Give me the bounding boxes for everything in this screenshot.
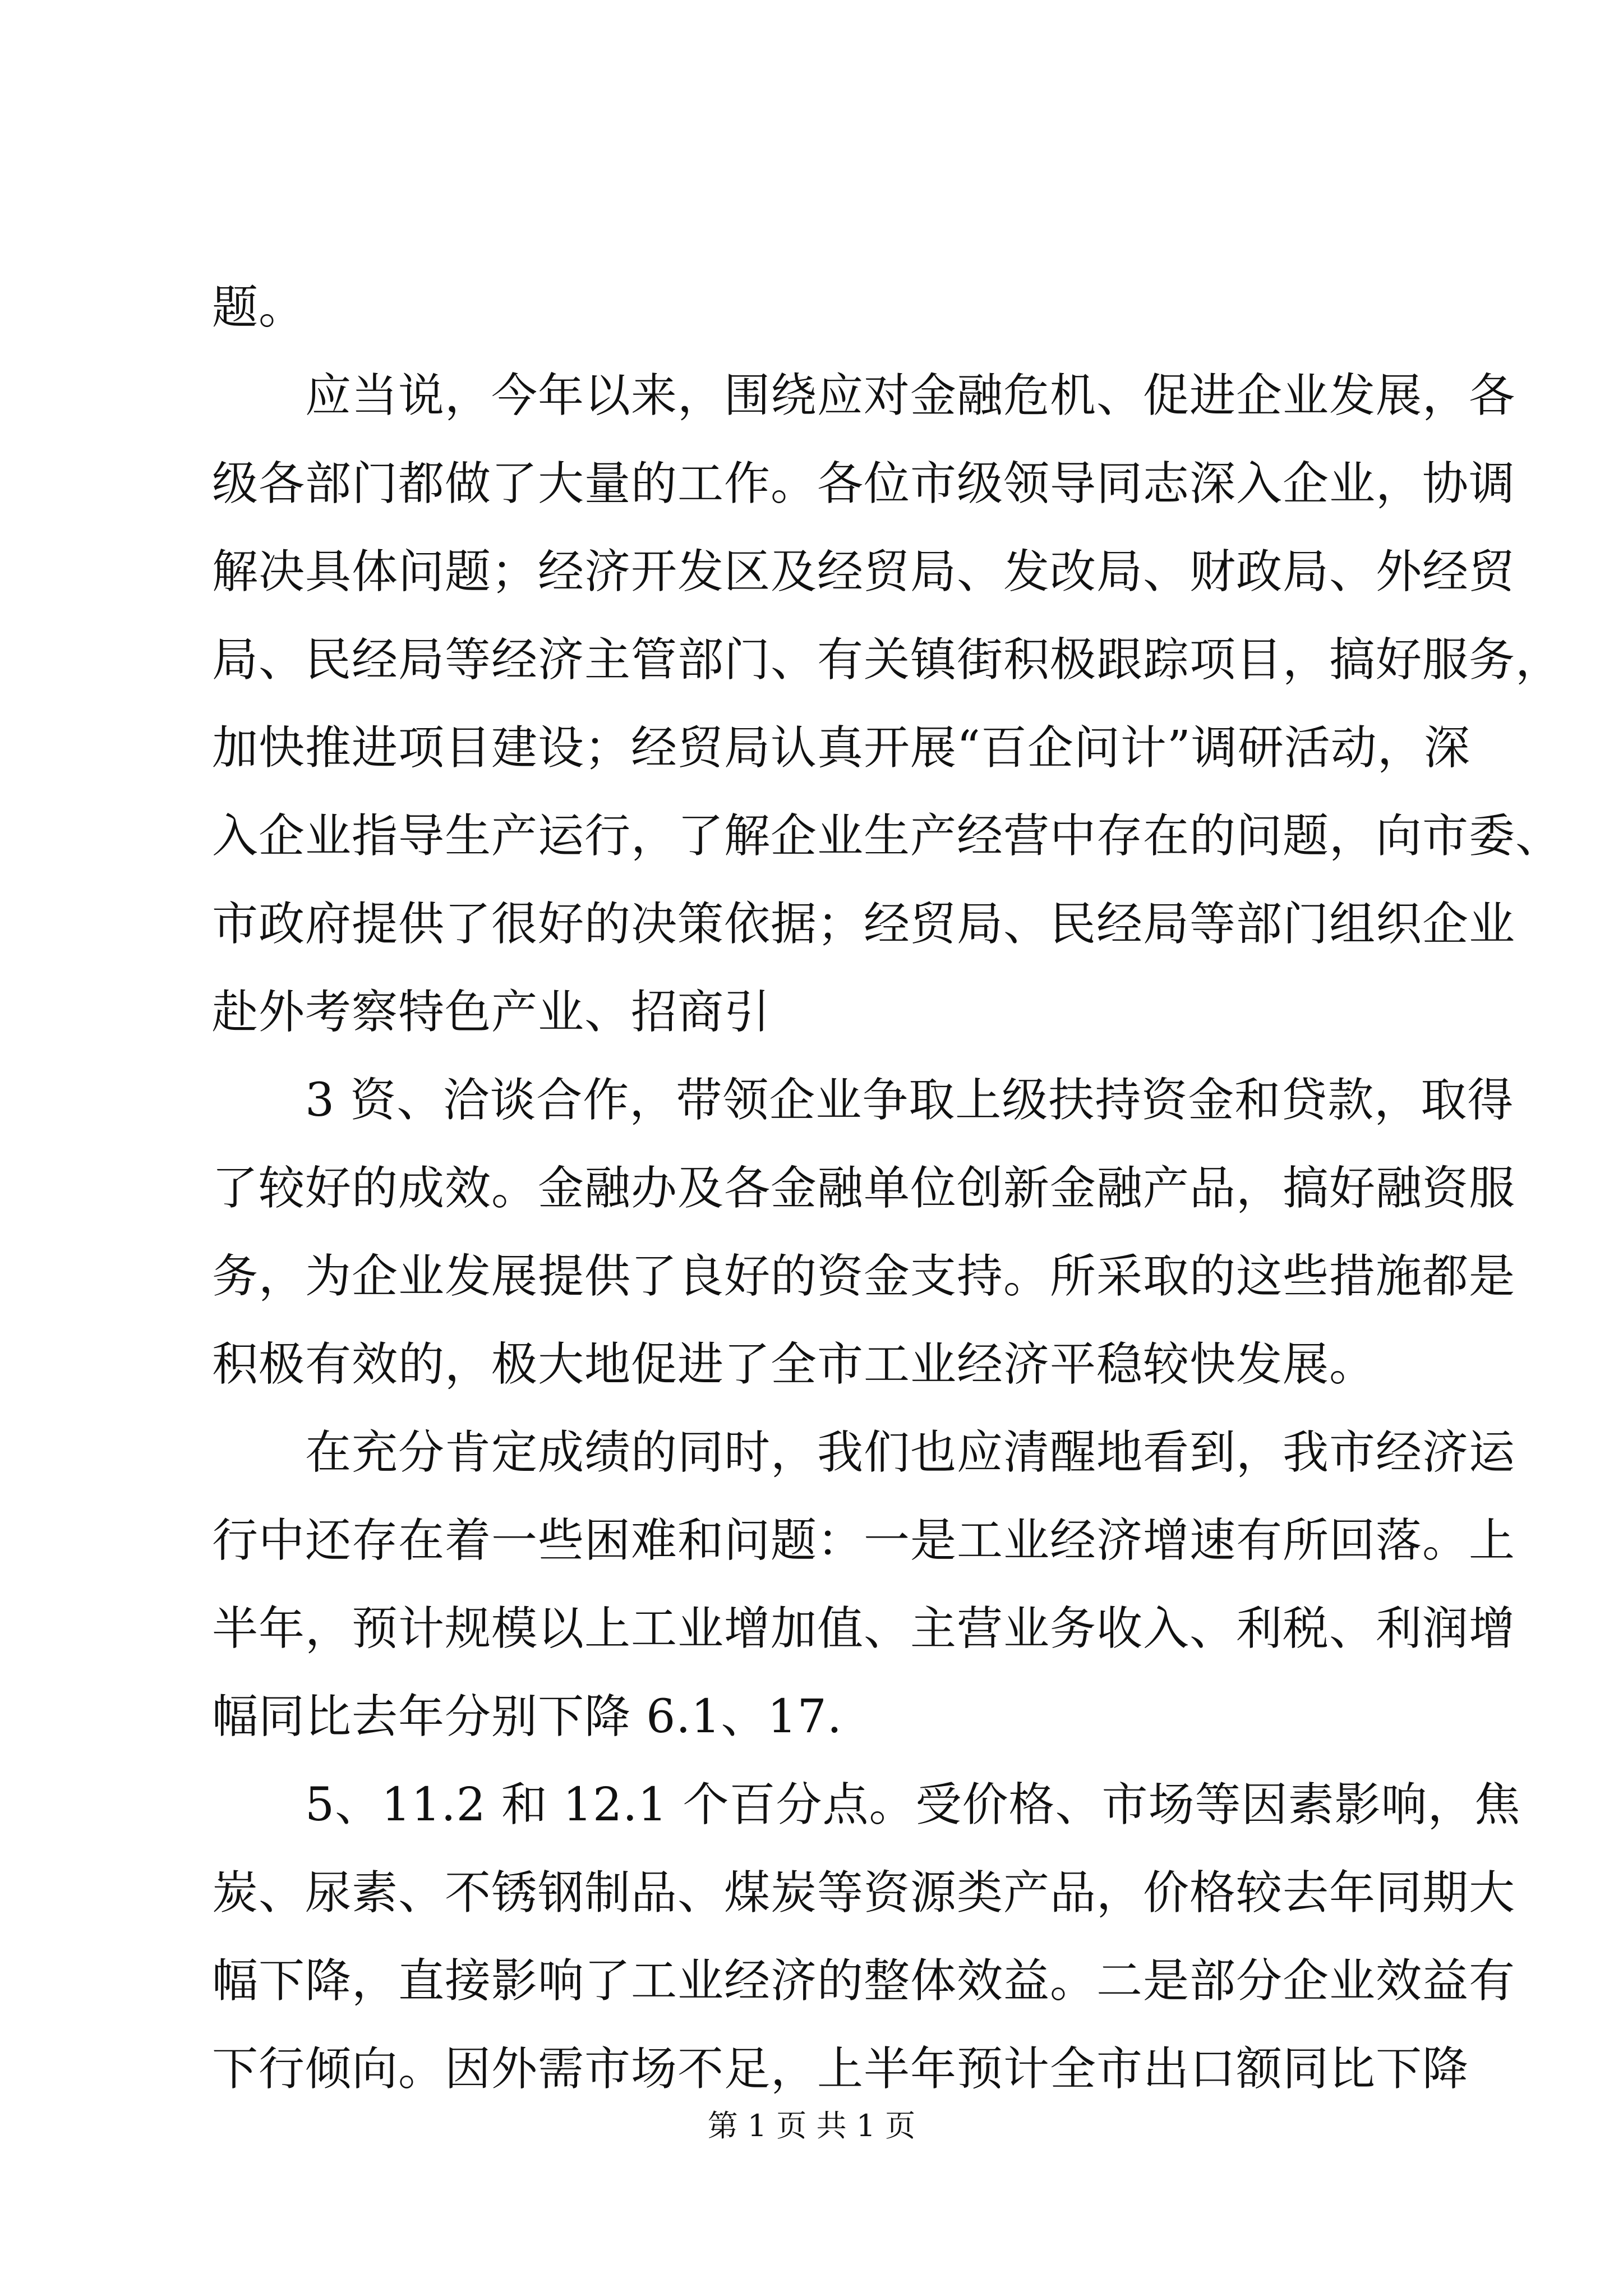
text-line: 幅下降，直接影响了工业经济的整体效益。二是部分企业效益有 bbox=[212, 1954, 1516, 2008]
text-line: 市政府提供了很好的决策依据；经贸局、民经局等部门组织企业 bbox=[212, 898, 1516, 951]
text-line: 下行倾向。因外需市场不足，上半年预计全市出口额同比下降 bbox=[212, 2042, 1469, 2096]
text-line: 级各部门都做了大量的工作。各位市级领导同志深入企业，协调 bbox=[212, 457, 1516, 510]
text-line: 炭、尿素、不锈钢制品、煤炭等资源类产品，价格较去年同期大 bbox=[212, 1866, 1516, 1920]
text-line: 题。 bbox=[212, 281, 306, 334]
text-line: 积极有效的，极大地促进了全市工业经济平稳较快发展。 bbox=[212, 1338, 1376, 1391]
text-line: 在充分肯定成绩的同时，我们也应清醒地看到，我市经济运 bbox=[305, 1426, 1516, 1479]
text-line: 解决具体问题；经济开发区及经贸局、发改局、财政局、外经贸 bbox=[212, 545, 1516, 599]
text-line: 应当说，今年以来，围绕应对金融危机、促进企业发展，各 bbox=[305, 369, 1516, 422]
text-line: 加快推进项目建设；经贸局认真开展“百企问计”调研活动，深 bbox=[212, 721, 1470, 775]
text-line: 3 资、洽谈合作，带领企业争取上级扶持资金和贷款，取得 bbox=[305, 1074, 1514, 1127]
text-line: 赴外考察特色产业、招商引 bbox=[212, 986, 771, 1039]
text-line: 务，为企业发展提供了良好的资金支持。所采取的这些措施都是 bbox=[212, 1250, 1516, 1303]
text-line: 半年，预计规模以上工业增加值、主营业务收入、利税、利润增 bbox=[212, 1602, 1516, 1655]
text-line: 幅同比去年分别下降 6.1、17. bbox=[212, 1690, 842, 1743]
text-line: 局、民经局等经济主管部门、有关镇街积极跟踪项目，搞好服务， bbox=[212, 633, 1562, 687]
text-line: 入企业指导生产运行，了解企业生产经营中存在的问题，向市委、 bbox=[212, 809, 1562, 863]
text-line: 了较好的成效。金融办及各金融单位创新金融产品，搞好融资服 bbox=[212, 1162, 1516, 1215]
text-line: 5、11.2 和 12.1 个百分点。受价格、市场等因素影响，焦 bbox=[305, 1778, 1521, 1832]
body-text bbox=[212, 264, 1562, 2113]
page-footer: 第 1 页 共 1 页 bbox=[707, 2108, 916, 2143]
text-line: 行中还存在着一些困难和问题：一是工业经济增速有所回落。上 bbox=[212, 1514, 1516, 1567]
